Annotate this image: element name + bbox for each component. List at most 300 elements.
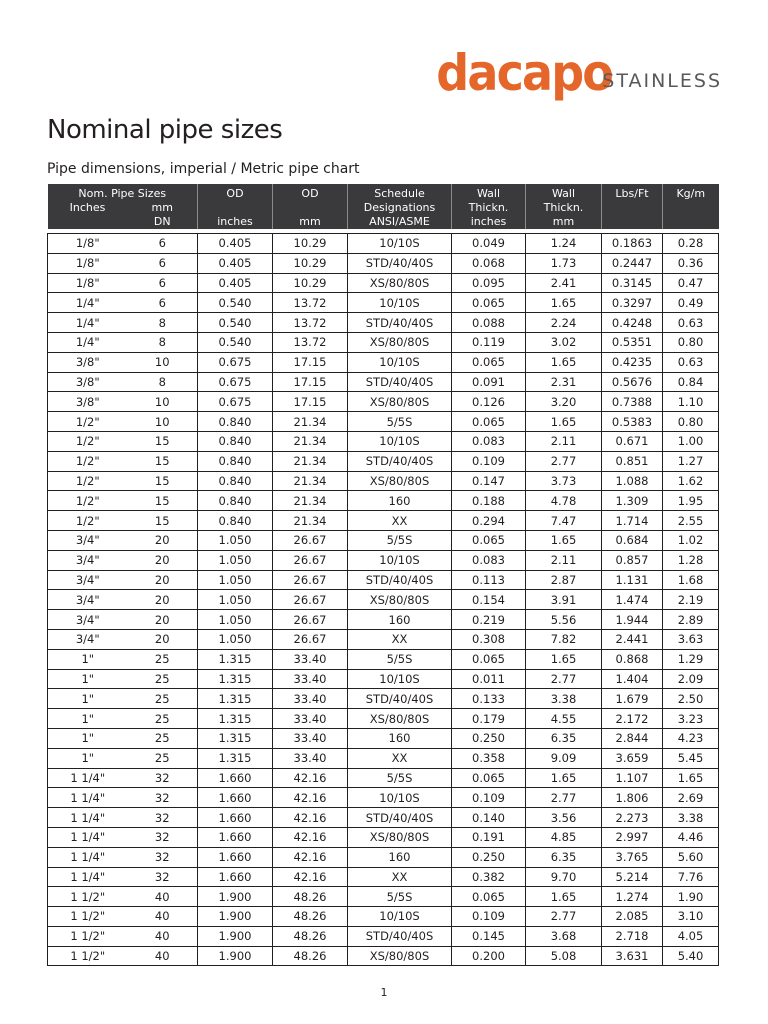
cell-schedule: STD/40/40S — [348, 313, 452, 333]
cell-kg-m: 3.10 — [663, 907, 719, 927]
cell-schedule: STD/40/40S — [348, 926, 452, 946]
cell-dn-mm: 15 — [128, 511, 198, 531]
cell-nps-inches: 3/4" — [48, 629, 128, 649]
cell-schedule: 10/10S — [348, 788, 452, 808]
cell-nps-inches: 1 1/2" — [48, 887, 128, 907]
cell-wall-mm: 4.78 — [526, 491, 602, 511]
cell-lbs-ft: 0.5383 — [602, 412, 663, 432]
cell-od-mm: 33.40 — [273, 649, 348, 669]
cell-nps-inches: 1" — [48, 649, 128, 669]
cell-wall-mm: 2.87 — [526, 570, 602, 590]
table-row — [48, 728, 719, 748]
cell-od-mm: 26.67 — [273, 570, 348, 590]
cell-lbs-ft: 1.679 — [602, 689, 663, 709]
cell-dn-mm: 25 — [128, 649, 198, 669]
page-number: 1 — [380, 986, 388, 999]
cell-od-mm: 10.29 — [273, 253, 348, 273]
cell-schedule: 5/5S — [348, 530, 452, 550]
table-row — [48, 709, 719, 729]
cell-wall-mm: 3.38 — [526, 689, 602, 709]
cell-wall-inches: 0.308 — [452, 629, 526, 649]
cell-od-mm: 48.26 — [273, 907, 348, 927]
cell-wall-mm: 3.68 — [526, 926, 602, 946]
cell-od-mm: 21.34 — [273, 431, 348, 451]
cell-nps-inches: 1 1/4" — [48, 768, 128, 788]
cell-kg-m: 5.45 — [663, 748, 719, 768]
table-row — [48, 273, 719, 293]
cell-wall-inches: 0.049 — [452, 234, 526, 254]
cell-od-inches: 1.315 — [198, 728, 273, 748]
header-schedule — [348, 184, 452, 229]
header-lbs-ft: Lbs/Ft — [602, 184, 663, 229]
cell-wall-mm: 1.65 — [526, 412, 602, 432]
cell-wall-inches: 0.088 — [452, 313, 526, 333]
table-subtitle: Pipe dimensions, imperial / Metric pipe chart — [47, 161, 360, 177]
cell-lbs-ft: 0.684 — [602, 530, 663, 550]
cell-nps-inches: 3/4" — [48, 570, 128, 590]
cell-wall-inches: 0.294 — [452, 511, 526, 531]
cell-wall-mm: 1.65 — [526, 352, 602, 372]
cell-dn-mm: 20 — [128, 570, 198, 590]
cell-od-mm: 17.15 — [273, 372, 348, 392]
pipe-table-body — [48, 234, 719, 966]
cell-dn-mm: 15 — [128, 491, 198, 511]
cell-dn-mm: 8 — [128, 372, 198, 392]
cell-schedule: XS/80/80S — [348, 709, 452, 729]
table-row — [48, 649, 719, 669]
cell-wall-inches: 0.095 — [452, 273, 526, 293]
cell-dn-mm: 6 — [128, 273, 198, 293]
cell-kg-m: 3.23 — [663, 709, 719, 729]
cell-kg-m: 1.27 — [663, 451, 719, 471]
cell-kg-m: 2.50 — [663, 689, 719, 709]
cell-wall-inches: 0.188 — [452, 491, 526, 511]
cell-schedule: XS/80/80S — [348, 946, 452, 966]
cell-od-inches: 1.315 — [198, 649, 273, 669]
cell-lbs-ft: 0.4248 — [602, 313, 663, 333]
cell-wall-mm: 3.20 — [526, 392, 602, 412]
cell-lbs-ft: 1.309 — [602, 491, 663, 511]
cell-dn-mm: 32 — [128, 768, 198, 788]
cell-wall-mm: 2.24 — [526, 313, 602, 333]
cell-wall-mm: 3.73 — [526, 471, 602, 491]
cell-od-mm: 42.16 — [273, 768, 348, 788]
cell-kg-m: 2.55 — [663, 511, 719, 531]
cell-wall-inches: 0.109 — [452, 451, 526, 471]
cell-od-mm: 42.16 — [273, 827, 348, 847]
cell-od-inches: 0.840 — [198, 451, 273, 471]
cell-wall-mm: 1.65 — [526, 768, 602, 788]
cell-wall-mm: 2.77 — [526, 451, 602, 471]
cell-od-inches: 1.315 — [198, 709, 273, 729]
cell-nps-inches: 1" — [48, 709, 128, 729]
table-row — [48, 431, 719, 451]
cell-od-inches: 0.840 — [198, 511, 273, 531]
cell-od-mm: 26.67 — [273, 530, 348, 550]
cell-od-inches: 0.540 — [198, 332, 273, 352]
cell-od-inches: 1.050 — [198, 610, 273, 630]
cell-wall-inches: 0.011 — [452, 669, 526, 689]
cell-schedule: XS/80/80S — [348, 471, 452, 491]
cell-schedule: XX — [348, 748, 452, 768]
cell-kg-m: 2.69 — [663, 788, 719, 808]
cell-dn-mm: 40 — [128, 887, 198, 907]
cell-wall-mm: 2.41 — [526, 273, 602, 293]
cell-lbs-ft: 0.868 — [602, 649, 663, 669]
cell-nps-inches: 1/2" — [48, 431, 128, 451]
brand-logo — [432, 44, 722, 104]
table-row — [48, 669, 719, 689]
cell-dn-mm: 40 — [128, 907, 198, 927]
cell-od-inches: 1.660 — [198, 867, 273, 887]
table-row — [48, 629, 719, 649]
cell-wall-inches: 0.119 — [452, 332, 526, 352]
cell-dn-mm: 10 — [128, 392, 198, 412]
cell-dn-mm: 20 — [128, 550, 198, 570]
cell-dn-mm: 40 — [128, 926, 198, 946]
cell-lbs-ft: 2.997 — [602, 827, 663, 847]
cell-lbs-ft: 2.441 — [602, 629, 663, 649]
cell-nps-inches: 1 1/4" — [48, 808, 128, 828]
cell-wall-inches: 0.091 — [452, 372, 526, 392]
cell-schedule: XX — [348, 867, 452, 887]
cell-nps-inches: 3/4" — [48, 530, 128, 550]
header-od-inches-text: OD inches — [217, 187, 253, 228]
cell-od-inches: 1.900 — [198, 946, 273, 966]
cell-dn-mm: 8 — [128, 332, 198, 352]
cell-kg-m: 0.84 — [663, 372, 719, 392]
cell-wall-inches: 0.219 — [452, 610, 526, 630]
cell-od-mm: 48.26 — [273, 946, 348, 966]
cell-od-mm: 21.34 — [273, 491, 348, 511]
table-row — [48, 748, 719, 768]
cell-kg-m: 1.90 — [663, 887, 719, 907]
cell-wall-mm: 3.56 — [526, 808, 602, 828]
cell-od-inches: 0.675 — [198, 392, 273, 412]
table-row — [48, 847, 719, 867]
table-row — [48, 491, 719, 511]
cell-wall-inches: 0.109 — [452, 788, 526, 808]
cell-wall-inches: 0.065 — [452, 352, 526, 372]
cell-schedule: STD/40/40S — [348, 372, 452, 392]
table-row — [48, 253, 719, 273]
cell-wall-mm: 5.08 — [526, 946, 602, 966]
cell-dn-mm: 25 — [128, 669, 198, 689]
cell-od-mm: 17.15 — [273, 352, 348, 372]
cell-dn-mm: 15 — [128, 471, 198, 491]
cell-od-mm: 26.67 — [273, 590, 348, 610]
cell-wall-mm: 2.11 — [526, 431, 602, 451]
cell-nps-inches: 1/8" — [48, 253, 128, 273]
cell-nps-inches: 1/4" — [48, 293, 128, 313]
table-row — [48, 610, 719, 630]
cell-wall-inches: 0.065 — [452, 768, 526, 788]
cell-kg-m: 0.63 — [663, 352, 719, 372]
cell-nps-inches: 3/8" — [48, 372, 128, 392]
cell-lbs-ft: 3.659 — [602, 748, 663, 768]
cell-od-inches: 0.675 — [198, 372, 273, 392]
cell-schedule: XS/80/80S — [348, 332, 452, 352]
cell-dn-mm: 32 — [128, 788, 198, 808]
header-od-mm — [273, 184, 348, 229]
cell-dn-mm: 32 — [128, 867, 198, 887]
cell-nps-inches: 1/2" — [48, 412, 128, 432]
cell-schedule: STD/40/40S — [348, 689, 452, 709]
cell-od-mm: 10.29 — [273, 273, 348, 293]
cell-od-mm: 13.72 — [273, 293, 348, 313]
cell-nps-inches: 1" — [48, 728, 128, 748]
cell-od-mm: 42.16 — [273, 867, 348, 887]
cell-od-inches: 1.900 — [198, 887, 273, 907]
cell-wall-mm: 7.47 — [526, 511, 602, 531]
cell-dn-mm: 20 — [128, 610, 198, 630]
cell-kg-m: 1.28 — [663, 550, 719, 570]
table-row — [48, 293, 719, 313]
cell-wall-mm: 2.77 — [526, 669, 602, 689]
cell-wall-mm: 9.09 — [526, 748, 602, 768]
cell-od-mm: 33.40 — [273, 748, 348, 768]
table-row — [48, 530, 719, 550]
cell-wall-inches: 0.179 — [452, 709, 526, 729]
table-row — [48, 926, 719, 946]
table-row — [48, 590, 719, 610]
cell-lbs-ft: 1.806 — [602, 788, 663, 808]
table-row — [48, 471, 719, 491]
cell-kg-m: 0.80 — [663, 332, 719, 352]
cell-lbs-ft: 2.085 — [602, 907, 663, 927]
cell-lbs-ft: 1.088 — [602, 471, 663, 491]
cell-wall-mm: 6.35 — [526, 847, 602, 867]
cell-wall-mm: 1.73 — [526, 253, 602, 273]
cell-nps-inches: 1" — [48, 669, 128, 689]
table-row — [48, 768, 719, 788]
cell-lbs-ft: 0.851 — [602, 451, 663, 471]
cell-od-inches: 1.660 — [198, 847, 273, 867]
table-row — [48, 887, 719, 907]
cell-wall-mm: 4.85 — [526, 827, 602, 847]
cell-wall-mm: 1.65 — [526, 530, 602, 550]
cell-lbs-ft: 0.857 — [602, 550, 663, 570]
header-mm-dn-text: mm DN — [151, 201, 173, 228]
cell-schedule: STD/40/40S — [348, 808, 452, 828]
cell-schedule: XS/80/80S — [348, 590, 452, 610]
cell-od-mm: 33.40 — [273, 689, 348, 709]
cell-schedule: 160 — [348, 847, 452, 867]
cell-lbs-ft: 2.172 — [602, 709, 663, 729]
table-row — [48, 867, 719, 887]
cell-wall-inches: 0.065 — [452, 649, 526, 669]
cell-wall-mm: 2.11 — [526, 550, 602, 570]
cell-od-mm: 10.29 — [273, 234, 348, 254]
cell-od-inches: 1.050 — [198, 530, 273, 550]
cell-lbs-ft: 1.714 — [602, 511, 663, 531]
cell-lbs-ft: 0.3297 — [602, 293, 663, 313]
cell-wall-inches: 0.109 — [452, 907, 526, 927]
cell-wall-inches: 0.358 — [452, 748, 526, 768]
cell-od-mm: 48.26 — [273, 887, 348, 907]
table-row — [48, 689, 719, 709]
cell-schedule: 5/5S — [348, 412, 452, 432]
cell-lbs-ft: 0.2447 — [602, 253, 663, 273]
cell-wall-inches: 0.140 — [452, 808, 526, 828]
cell-wall-inches: 0.145 — [452, 926, 526, 946]
cell-od-mm: 13.72 — [273, 313, 348, 333]
cell-kg-m: 1.62 — [663, 471, 719, 491]
cell-lbs-ft: 2.273 — [602, 808, 663, 828]
cell-od-mm: 33.40 — [273, 728, 348, 748]
cell-dn-mm: 10 — [128, 352, 198, 372]
cell-kg-m: 0.28 — [663, 234, 719, 254]
cell-wall-inches: 0.250 — [452, 728, 526, 748]
cell-wall-mm: 3.02 — [526, 332, 602, 352]
cell-wall-mm: 2.77 — [526, 907, 602, 927]
cell-nps-inches: 1/8" — [48, 273, 128, 293]
header-kg-m: Kg/m — [663, 184, 719, 229]
cell-wall-inches: 0.250 — [452, 847, 526, 867]
cell-od-inches: 0.840 — [198, 431, 273, 451]
cell-dn-mm: 6 — [128, 293, 198, 313]
cell-kg-m: 3.63 — [663, 629, 719, 649]
cell-od-mm: 21.34 — [273, 412, 348, 432]
cell-nps-inches: 1/2" — [48, 511, 128, 531]
cell-schedule: 5/5S — [348, 887, 452, 907]
cell-dn-mm: 6 — [128, 234, 198, 254]
cell-od-mm: 17.15 — [273, 392, 348, 412]
cell-kg-m: 1.65 — [663, 768, 719, 788]
cell-nps-inches: 1/2" — [48, 471, 128, 491]
cell-schedule: XS/80/80S — [348, 273, 452, 293]
cell-wall-mm: 2.31 — [526, 372, 602, 392]
cell-od-inches: 1.050 — [198, 550, 273, 570]
cell-od-mm: 33.40 — [273, 709, 348, 729]
cell-od-inches: 1.050 — [198, 570, 273, 590]
cell-od-inches: 0.840 — [198, 412, 273, 432]
cell-nps-inches: 1 1/4" — [48, 788, 128, 808]
table-row — [48, 451, 719, 471]
cell-nps-inches: 3/4" — [48, 610, 128, 630]
cell-lbs-ft: 1.944 — [602, 610, 663, 630]
cell-od-inches: 1.315 — [198, 669, 273, 689]
cell-od-inches: 0.405 — [198, 253, 273, 273]
cell-kg-m: 2.89 — [663, 610, 719, 630]
cell-od-inches: 0.405 — [198, 234, 273, 254]
cell-lbs-ft: 1.274 — [602, 887, 663, 907]
brand-tagline: STAINLESS — [602, 70, 722, 92]
header-inches: Inches — [48, 201, 128, 229]
cell-od-mm: 42.16 — [273, 847, 348, 867]
cell-schedule: 160 — [348, 610, 452, 630]
cell-dn-mm: 32 — [128, 827, 198, 847]
cell-nps-inches: 1 1/2" — [48, 946, 128, 966]
cell-od-inches: 0.540 — [198, 313, 273, 333]
cell-nps-inches: 1 1/4" — [48, 867, 128, 887]
cell-wall-inches: 0.126 — [452, 392, 526, 412]
cell-dn-mm: 32 — [128, 808, 198, 828]
table-row — [48, 808, 719, 828]
header-wall-inches — [452, 184, 526, 229]
cell-lbs-ft: 0.3145 — [602, 273, 663, 293]
table-row — [48, 412, 719, 432]
cell-wall-mm: 1.65 — [526, 293, 602, 313]
cell-od-mm: 13.72 — [273, 332, 348, 352]
cell-kg-m: 0.36 — [663, 253, 719, 273]
cell-schedule: 160 — [348, 728, 452, 748]
cell-lbs-ft: 0.5676 — [602, 372, 663, 392]
cell-schedule: 10/10S — [348, 352, 452, 372]
cell-wall-inches: 0.133 — [452, 689, 526, 709]
cell-dn-mm: 15 — [128, 451, 198, 471]
cell-od-mm: 21.34 — [273, 451, 348, 471]
cell-nps-inches: 3/8" — [48, 352, 128, 372]
cell-nps-inches: 1/4" — [48, 332, 128, 352]
cell-wall-mm: 4.55 — [526, 709, 602, 729]
cell-kg-m: 1.10 — [663, 392, 719, 412]
table-row — [48, 392, 719, 412]
table-row — [48, 313, 719, 333]
cell-kg-m: 2.09 — [663, 669, 719, 689]
cell-dn-mm: 32 — [128, 847, 198, 867]
cell-od-inches: 1.660 — [198, 827, 273, 847]
cell-kg-m: 7.76 — [663, 867, 719, 887]
cell-dn-mm: 25 — [128, 728, 198, 748]
cell-lbs-ft: 2.718 — [602, 926, 663, 946]
cell-od-inches: 1.315 — [198, 748, 273, 768]
cell-od-mm: 21.34 — [273, 511, 348, 531]
cell-schedule: 5/5S — [348, 649, 452, 669]
cell-lbs-ft: 0.1863 — [602, 234, 663, 254]
cell-od-inches: 1.900 — [198, 907, 273, 927]
cell-kg-m: 0.63 — [663, 313, 719, 333]
cell-od-mm: 42.16 — [273, 808, 348, 828]
cell-wall-inches: 0.154 — [452, 590, 526, 610]
header-od-mm-text: OD mm — [299, 187, 321, 228]
cell-nps-inches: 3/4" — [48, 590, 128, 610]
header-schedule-text: Schedule Designations ANSI/ASME — [363, 187, 436, 228]
cell-lbs-ft: 0.5351 — [602, 332, 663, 352]
cell-kg-m: 3.38 — [663, 808, 719, 828]
cell-dn-mm: 20 — [128, 590, 198, 610]
cell-wall-mm: 1.65 — [526, 887, 602, 907]
cell-nps-inches: 1/2" — [48, 491, 128, 511]
cell-schedule: 5/5S — [348, 768, 452, 788]
table-row — [48, 827, 719, 847]
cell-wall-mm: 1.24 — [526, 234, 602, 254]
cell-schedule: STD/40/40S — [348, 253, 452, 273]
cell-wall-inches: 0.200 — [452, 946, 526, 966]
cell-kg-m: 2.19 — [663, 590, 719, 610]
cell-od-inches: 1.660 — [198, 788, 273, 808]
cell-lbs-ft: 1.404 — [602, 669, 663, 689]
header-mm-dn — [128, 201, 198, 229]
cell-od-mm: 26.67 — [273, 550, 348, 570]
cell-od-mm: 21.34 — [273, 471, 348, 491]
cell-wall-inches: 0.065 — [452, 530, 526, 550]
cell-wall-mm: 3.91 — [526, 590, 602, 610]
pipe-sizes-table — [47, 184, 719, 966]
header-wall-inches-text: Wall Thickn. inches — [468, 187, 509, 228]
cell-dn-mm: 6 — [128, 253, 198, 273]
cell-wall-inches: 0.068 — [452, 253, 526, 273]
cell-wall-inches: 0.147 — [452, 471, 526, 491]
cell-kg-m: 1.00 — [663, 431, 719, 451]
cell-wall-inches: 0.065 — [452, 293, 526, 313]
cell-schedule: XX — [348, 629, 452, 649]
cell-nps-inches: 1 1/4" — [48, 847, 128, 867]
cell-schedule: 10/10S — [348, 234, 452, 254]
cell-lbs-ft: 0.7388 — [602, 392, 663, 412]
table-row — [48, 332, 719, 352]
cell-schedule: 10/10S — [348, 550, 452, 570]
